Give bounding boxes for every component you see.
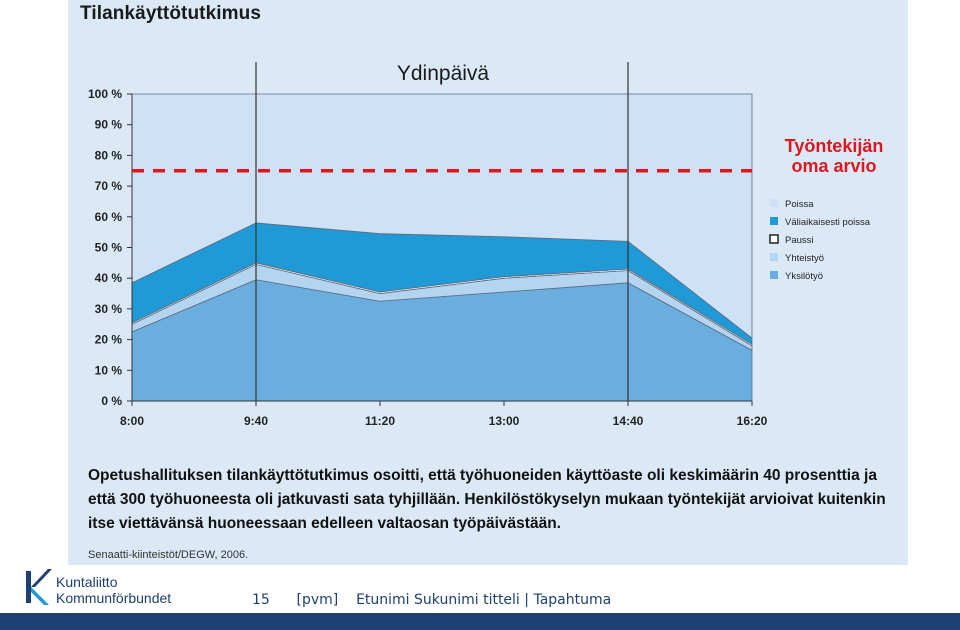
y-tick-label: 10 % (94, 363, 122, 378)
author-line: Etunimi Sukunimi titteli (356, 592, 520, 608)
legend-label-valiaikaisesti-poissa: Väliaikaisesti poissa (785, 217, 871, 228)
x-tick-label: 11:20 (364, 414, 396, 428)
legend-swatch-yksilotyo (770, 271, 778, 279)
x-tick-label: 13:00 (488, 414, 520, 428)
legend-swatch-valiaikaisesti-poissa (770, 217, 778, 225)
legend-swatch-poissa (770, 199, 778, 207)
y-tick-label: 20 % (94, 332, 122, 347)
y-tick-label: 100 % (87, 87, 122, 101)
footer-separator: | (524, 592, 529, 608)
legend-label-yksilotyo: Yksilötyö (785, 271, 824, 282)
source-citation: Senaatti-kiinteistöt/DEGW, 2006. (88, 549, 249, 561)
logo-text-kommunforbundet: Kommunförbundet (56, 590, 172, 606)
x-tick-label: 14:40 (612, 414, 644, 428)
footer-info (252, 592, 611, 608)
y-tick-label: 90 % (94, 117, 122, 132)
y-tick-label: 40 % (94, 271, 122, 286)
reference-label-line1: Työntekijän (784, 136, 884, 156)
x-tick-label: 9:40 (243, 414, 269, 428)
y-tick-label: 80 % (94, 148, 122, 163)
date-placeholder: [pvm] (296, 592, 339, 608)
x-tick-label: 16:20 (736, 414, 768, 428)
legend-swatch-paussi (770, 235, 778, 243)
legend-label-paussi: Paussi (785, 235, 814, 246)
y-tick-label: 30 % (94, 301, 122, 316)
x-tick-label: 8:00 (119, 414, 145, 428)
event-name: Tapahtuma (533, 592, 612, 608)
slide-title: Tilankäyttötutkimus (80, 3, 262, 24)
body-paragraph: Opetushallituksen tilankäyttötutkimus osoitti, että työhuoneiden käyttöaste oli keskimäärin 40 prosenttia ja että 300 työhuoneesta oli jatkuvasti sata tyhjillään. Henkilöstökyselyn mukaan työntekijät arvioivat kuitenkin itse viettävänsä huoneessaan edelleen valtaosan työpäivästään. (88, 467, 886, 532)
chart-title: Ydinpäivä (396, 62, 490, 85)
page-number: 15 (252, 592, 270, 608)
legend-label-yhteistyo: Yhteistyö (785, 253, 825, 264)
logo-text-kuntaliitto: Kuntaliitto (56, 574, 118, 590)
y-tick-label: 70 % (94, 179, 122, 194)
y-tick-label: 60 % (94, 209, 122, 224)
legend-label-poissa: Poissa (785, 199, 814, 210)
y-tick-label: 50 % (94, 240, 122, 255)
y-tick-label: 0 % (101, 394, 122, 408)
kuntaliitto-logo-icon (22, 565, 54, 609)
footer-bar (0, 613, 960, 630)
legend-swatch-yhteistyo (770, 253, 778, 261)
reference-label-line2: oma arvio (791, 156, 877, 176)
